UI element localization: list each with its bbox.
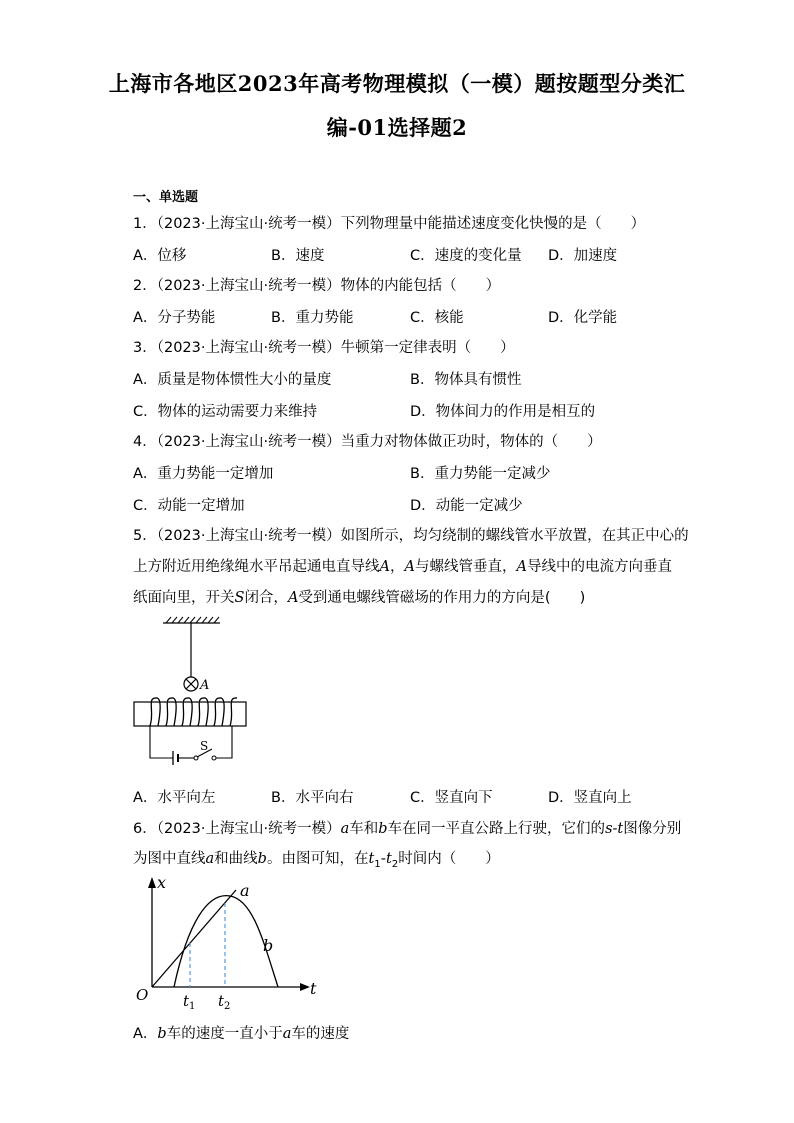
circuit-wires xyxy=(150,726,232,758)
q2-option-b: B．重力势能 xyxy=(271,310,354,326)
q3-option-d: D．物体间力的作用是相互的 xyxy=(410,404,596,420)
q3-stem: 3．（2023·上海宝山·统考一模）牛顿第一定律表明（ ） xyxy=(133,340,515,356)
tick-label-t1: $t_1$ xyxy=(183,992,196,1012)
q3-option-c: C．物体的运动需要力来维持 xyxy=(133,404,318,420)
axis-label-x: x xyxy=(157,873,167,892)
label-b: b xyxy=(263,936,274,955)
q5-stem-line1: 5．（2023·上海宝山·统考一模）如图所示，均匀绕制的螺线管水平放置，在其正中心的 xyxy=(133,528,689,544)
q5-option-d: D．竖直向上 xyxy=(548,790,632,806)
q3-option-b: B．物体具有惯性 xyxy=(410,372,522,388)
q1-option-d: D．加速度 xyxy=(548,248,618,264)
solenoid-figure xyxy=(128,615,253,765)
tick-label-t2: $t_2$ xyxy=(218,992,231,1012)
q1-stem: 1．（2023·上海宝山·统考一模）下列物理量中能描述速度变化快慢的是（ ） xyxy=(133,216,646,232)
q5-option-a: A．水平向左 xyxy=(133,790,216,806)
q1-option-b: B．速度 xyxy=(271,248,325,264)
q6-option-a: A．b车的速度一直小于a车的速度 xyxy=(133,1026,350,1042)
battery-icon xyxy=(173,751,183,765)
st-graph-figure xyxy=(128,872,328,1012)
wire-label-a: A xyxy=(200,678,210,693)
q4-option-d: D．动能一定减少 xyxy=(410,498,523,514)
doc-title-line2: 编-01选择题2 xyxy=(326,115,468,140)
switch-label-s: S xyxy=(200,739,209,753)
q3-option-a: A．质量是物体惯性大小的量度 xyxy=(133,372,332,388)
q1-option-a: A．位移 xyxy=(133,248,187,264)
q1-option-c: C．速度的变化量 xyxy=(410,248,522,264)
q4-option-b: B．重力势能一定减少 xyxy=(410,466,551,482)
q4-option-c: C．动能一定增加 xyxy=(133,498,245,514)
axis-label-t: t xyxy=(310,979,317,998)
doc-title-line1: 上海市各地区2023年高考物理模拟（一模）题按题型分类汇 xyxy=(108,71,686,96)
vertical-axis xyxy=(148,877,156,987)
line-a xyxy=(152,890,236,987)
x-axis xyxy=(152,983,310,991)
q6-stem-line2: 为图中直线a和曲线b。由图可知，在$t_1-t_2$时间内（ ） xyxy=(133,851,500,870)
q2-option-a: A．分子势能 xyxy=(133,310,216,326)
q2-stem: 2．（2023·上海宝山·统考一模）物体的内能包括（ ） xyxy=(133,278,501,294)
q2-option-c: C．核能 xyxy=(410,310,464,326)
q2-option-d: D．化学能 xyxy=(548,310,618,326)
q5-option-b: B．水平向右 xyxy=(271,790,354,806)
origin-label: O xyxy=(136,986,149,1004)
ceiling-support xyxy=(163,617,220,623)
current-into-page-symbol xyxy=(184,677,198,691)
q5-stem-line3: 纸面向里，开关S闭合，A受到通电螺线管磁场的作用力的方向是( ) xyxy=(133,590,586,606)
label-a: a xyxy=(240,881,250,900)
section-heading: 一、单选题 xyxy=(133,190,199,205)
q4-stem: 4．（2023·上海宝山·统考一模）当重力对物体做正功时，物体的（ ） xyxy=(133,434,602,450)
q4-option-a: A．重力势能一定增加 xyxy=(133,466,274,482)
q5-option-c: C．竖直向下 xyxy=(410,790,493,806)
q5-stem-line2: 上方附近用绝缘绳水平吊起通电直导线A，A与螺线管垂直，A导线中的电流方向垂直 xyxy=(133,559,672,575)
q6-stem-line1: 6．（2023·上海宝山·统考一模）a车和b车在同一平直公路上行驶，它们的s-t图像分别 xyxy=(133,821,682,837)
